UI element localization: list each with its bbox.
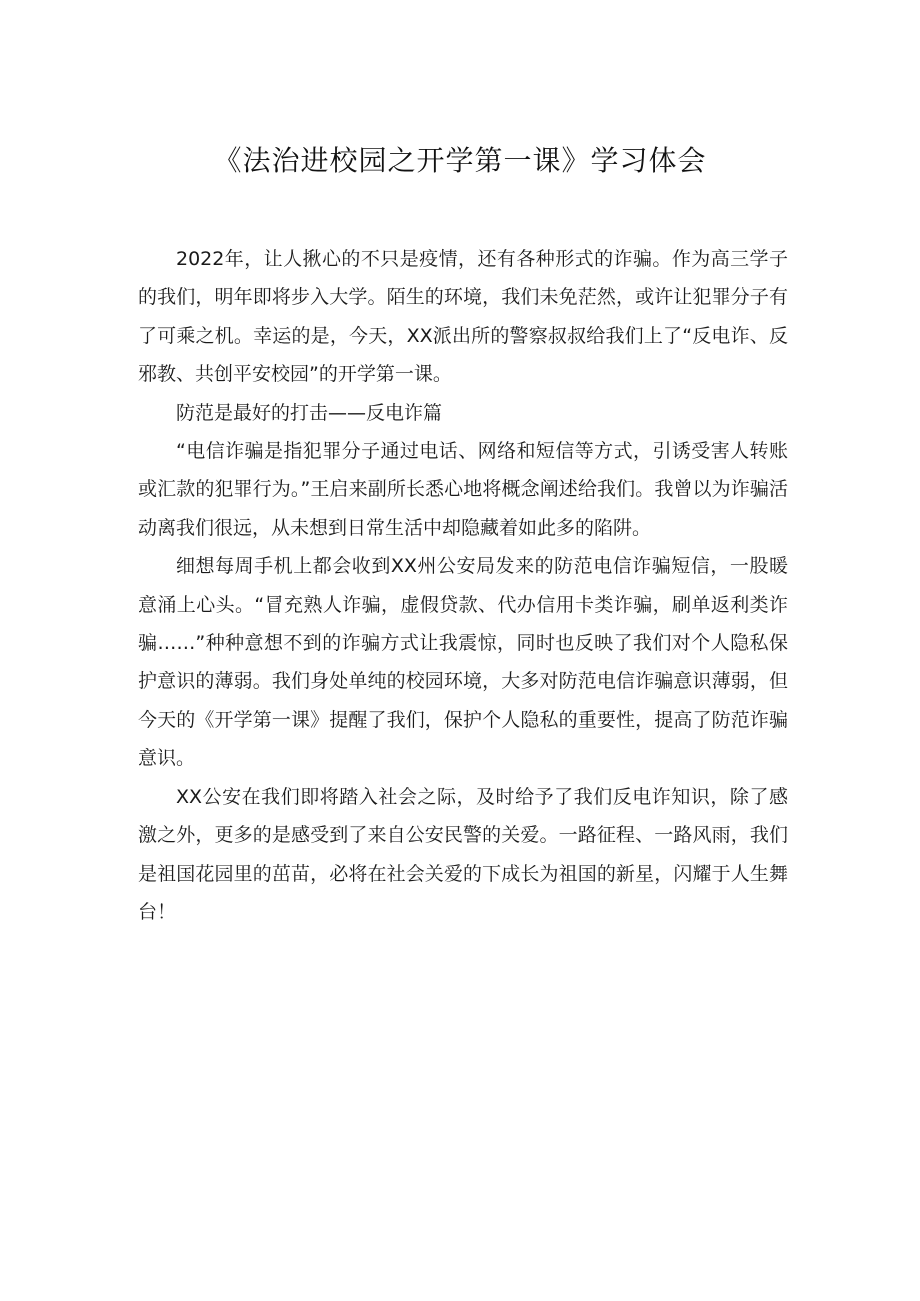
paragraph-intro: 2022年，让人揪心的不只是疫情，还有各种形式的诈骗。作为高三学子的我们，明年即将步入大学。陌生的环境，我们未免茫然，或许让犯罪分子有了可乘之机。幸运的是，今天，XX派出所的警察叔叔给我们上了“反电诈、反邪教、共创平安校园”的开学第一课。	[138, 248, 788, 386]
document-title: 《法治进校园之开学第一课》学习体会	[213, 144, 707, 177]
paragraph-reflection: 细想每周手机上都会收到XX州公安局发来的防范电信诈骗短信，一股暖意涌上心头。“冒充熟人诈骗，虚假贷款、代办信用卡类诈骗，刷单返利类诈骗……”种种意想不到的诈骗方式让我震惊，同时也反映了我们对个人隐私保护意识的薄弱。我们身处单纯的校园环境，大多对防范电信诈骗意识薄弱，但今天的《开学第一课》提醒了我们，保护个人隐私的重要性，提高了防范诈骗意识。	[138, 555, 788, 770]
paragraph-definition: “电信诈骗是指犯罪分子通过电话、网络和短信等方式，引诱受害人转账或汇款的犯罪行为。”王启来副所长悉心地将概念阐述给我们。我曾以为诈骗活动离我们很远，从未想到日常生活中却隐藏着如此多的陷阱。	[138, 440, 788, 539]
document-body	[138, 240, 788, 931]
paragraph-conclusion: XX公安在我们即将踏入社会之际，及时给予了我们反电诈知识，除了感激之外，更多的是感受到了来自公安民警的关爱。一路征程、一路风雨，我们是祖国花园里的茁苗，必将在社会关爱的下成长为祖国的新星，闪耀于人生舞台！	[138, 785, 788, 923]
section-heading-anti-fraud: 防范是最好的打击——反电诈篇	[176, 401, 443, 424]
